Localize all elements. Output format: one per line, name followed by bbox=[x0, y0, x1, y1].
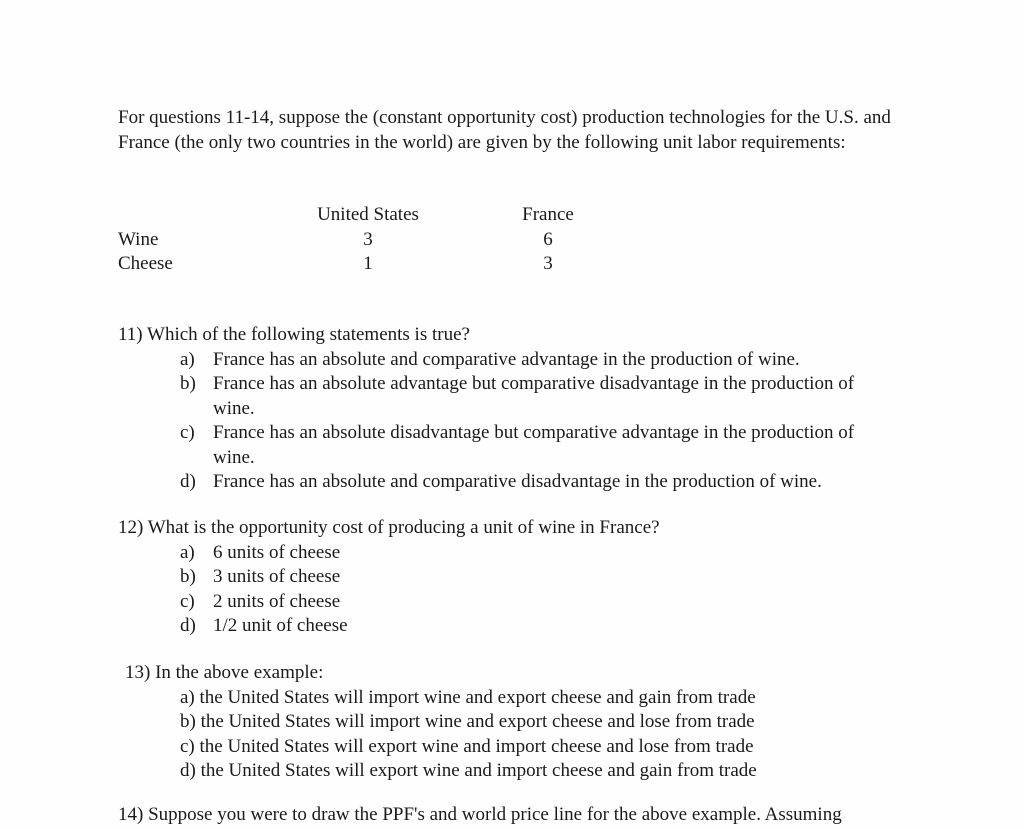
option-c bbox=[180, 590, 680, 615]
option-a bbox=[180, 348, 900, 373]
question-13 bbox=[125, 661, 915, 784]
question-stem: 12) What is the opportunity cost of producing a unit of wine in France? bbox=[118, 517, 660, 538]
option-b bbox=[180, 565, 680, 590]
option-d bbox=[180, 470, 900, 495]
option-letter: b) bbox=[180, 373, 196, 394]
table-row-wine bbox=[118, 228, 618, 253]
table-header-row bbox=[118, 203, 618, 228]
answer-options bbox=[180, 348, 900, 495]
table-row-cheese bbox=[118, 252, 618, 277]
intro-paragraph: For questions 11-14, suppose the (constant opportunity cost) production technologies for the U.S. and France (the only two countries in the world) are given by the following unit labor requirements: bbox=[118, 107, 891, 153]
option-d: d) the United States will export wine and import cheese and gain from trade bbox=[180, 760, 757, 781]
option-b bbox=[180, 372, 900, 421]
option-letter: a) bbox=[180, 348, 195, 370]
unit-labor-table bbox=[118, 203, 618, 277]
option-text: 1/2 unit of cheese bbox=[213, 615, 348, 636]
option-text: France has an absolute and comparative disadvantage in the production of wine. bbox=[213, 471, 822, 492]
header-united-states: United States bbox=[317, 204, 419, 225]
option-text: France has an absolute disadvantage but comparative advantage in the production of wine. bbox=[213, 422, 855, 468]
option-letter: d) bbox=[180, 615, 196, 636]
question-stem: 11) Which of the following statements is true? bbox=[118, 324, 470, 345]
header-france: France bbox=[522, 204, 574, 225]
option-letter: d) bbox=[180, 471, 196, 492]
cell-wine-us: 3 bbox=[363, 228, 373, 250]
option-b: b) the United States will import wine and export cheese and lose from trade bbox=[180, 711, 755, 732]
cell-cheese-france: 3 bbox=[543, 253, 553, 274]
option-letter: b) bbox=[180, 566, 196, 587]
option-a bbox=[180, 541, 680, 566]
option-text: France has an absolute and comparative advantage in the production of wine. bbox=[213, 348, 800, 370]
question-stem: 13) In the above example: bbox=[125, 662, 324, 683]
option-text: France has an absolute advantage but comparative disadvantage in the production of wine. bbox=[213, 373, 855, 419]
option-c: c) the United States will export wine and import cheese and lose from trade bbox=[180, 735, 754, 757]
answer-options bbox=[180, 541, 680, 639]
option-letter: c) bbox=[180, 422, 195, 443]
option-a: a) the United States will import wine and export cheese and gain from trade bbox=[180, 686, 756, 708]
cell-wine-france: 6 bbox=[543, 228, 553, 250]
answer-options bbox=[180, 686, 880, 784]
option-text: 6 units of cheese bbox=[213, 541, 341, 563]
row-label-wine: Wine bbox=[118, 228, 159, 250]
option-text: 2 units of cheese bbox=[213, 590, 341, 612]
row-label-cheese: Cheese bbox=[118, 253, 173, 274]
question-11 bbox=[118, 323, 908, 495]
option-text: 3 units of cheese bbox=[213, 566, 341, 587]
question-12 bbox=[118, 516, 908, 639]
option-letter: a) bbox=[180, 541, 195, 563]
question-14-partial: 14) Suppose you were to draw the PPF's and world price line for the above example. Assuming bbox=[118, 804, 842, 825]
option-c bbox=[180, 421, 900, 470]
option-d bbox=[180, 614, 680, 639]
cell-cheese-us: 1 bbox=[363, 253, 373, 274]
option-letter: c) bbox=[180, 590, 195, 612]
